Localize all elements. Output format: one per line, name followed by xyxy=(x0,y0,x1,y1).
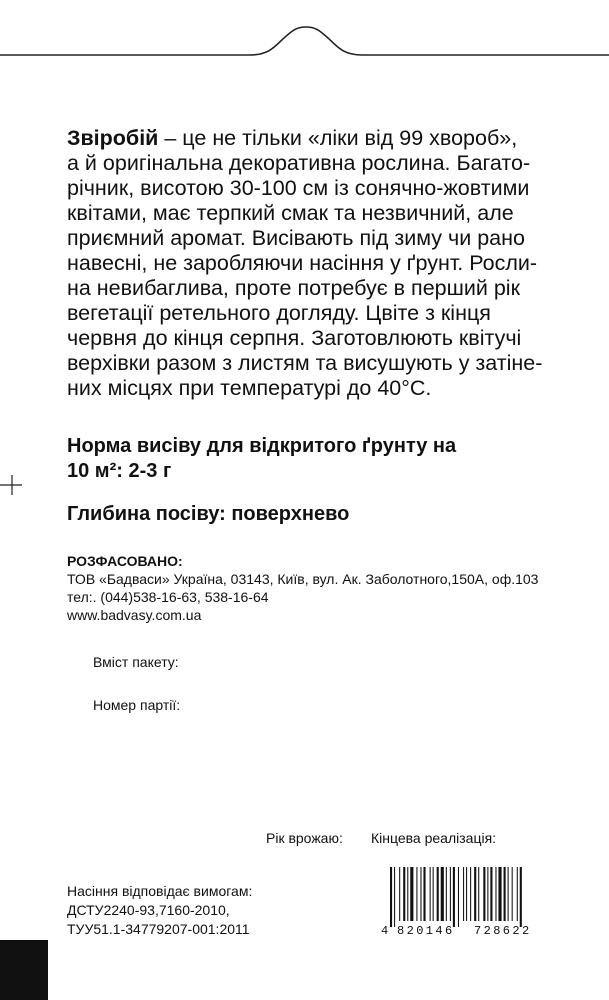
content-field-label: Вміст пакету: xyxy=(93,654,179,670)
barcode-bar xyxy=(458,867,459,927)
sowing-norm-line: 10 м²: 2-3 г xyxy=(67,460,172,482)
barcode-bar xyxy=(441,867,444,921)
barcode-bar xyxy=(478,867,479,921)
packaging-company: ТОВ «Бадваси» Україна, 03143, Київ, вул. Ак. Заболотного,150А, оф.103 xyxy=(67,571,539,587)
barcode-bar xyxy=(517,867,518,921)
description-line: них місцях при температурі до 40°C. xyxy=(67,376,432,400)
barcode-bar xyxy=(504,867,506,921)
barcode-bar xyxy=(470,867,471,921)
barcode-bar xyxy=(399,867,400,921)
packaging-phone: тел:. (044)538-16-63, 538-16-64 xyxy=(67,589,269,605)
barcode-bars xyxy=(390,867,522,927)
plant-name: Звіробій xyxy=(67,126,159,150)
description-line: річник, висотою 30-100 см із сонячно-жовтими xyxy=(67,176,530,200)
barcode-bar xyxy=(420,867,421,921)
barcode-bar xyxy=(390,867,392,927)
description-line: верхівки разом з листям та висушують у затіне- xyxy=(67,351,543,375)
barcode-digit-first: 4 xyxy=(381,924,389,937)
sowing-norm xyxy=(67,434,555,484)
barcode-bar xyxy=(433,867,434,921)
description-line: приємний аромат. Висівають під зиму чи рано xyxy=(67,226,525,250)
barcode-bar xyxy=(520,867,522,927)
hanging-slot xyxy=(0,0,609,80)
barcode-bar xyxy=(512,867,513,921)
barcode-bar xyxy=(403,867,405,921)
harvest-year-label: Рік врожаю: xyxy=(266,830,343,846)
certification-info xyxy=(67,882,252,939)
barcode-bar xyxy=(423,867,425,921)
barcode-bar xyxy=(410,867,413,921)
certification-line: ТУУ51.1-34779207-001:2011 xyxy=(67,921,250,937)
barcode-bar xyxy=(483,867,485,921)
packaging-info xyxy=(67,552,587,624)
barcode-bar xyxy=(394,867,395,927)
description-line: Звіробій – це не тільки «ліки від 99 хвороб», xyxy=(67,126,518,150)
barcode-bar xyxy=(453,867,455,927)
description-line: а й оригінальна декоративна рослина. Багато- xyxy=(67,151,531,175)
corner-print-block xyxy=(0,940,48,1000)
barcode-bar xyxy=(407,867,408,921)
barcode-bar xyxy=(495,867,496,921)
barcode-bar xyxy=(463,867,464,921)
description-line: червня до кінця серпня. Заготовлюють квітучі xyxy=(67,326,522,350)
barcode-bar xyxy=(474,867,476,921)
sale-end-label: Кінцева реалізація: xyxy=(371,830,497,846)
barcode-bar xyxy=(508,867,509,921)
description-line: вегетації ретельного догляду. Цвіте з кінця xyxy=(67,301,491,325)
description-paragraph xyxy=(67,126,555,401)
barcode-bar xyxy=(446,867,447,921)
crop-mark-icon xyxy=(0,473,24,497)
packaging-title: РОЗФАСОВАНО: xyxy=(67,553,183,569)
certification-line: Насіння відповідає вимогам: xyxy=(67,883,253,899)
barcode-bar xyxy=(466,867,467,921)
description-line: на невибаглива, проте потребує в перший рік xyxy=(67,276,520,300)
description-line: квітами, має терпкий смак та незвичний, але xyxy=(67,201,514,225)
sowing-depth: Глибина посіву: поверхнево xyxy=(67,503,350,525)
sowing-norm-line: Норма висіву для відкритого ґрунту на xyxy=(67,435,457,457)
description-line: навесні, не заробляючи насіння у ґрунт. Росли- xyxy=(67,251,538,275)
packaging-website: www.badvasy.com.ua xyxy=(67,607,202,623)
barcode-bar xyxy=(487,867,488,921)
certification-line: ДСТУ2240-93,7160-2010, xyxy=(67,902,230,918)
barcode-bar xyxy=(416,867,417,921)
barcode-bar xyxy=(490,867,492,921)
batch-field-label: Номер партії: xyxy=(93,697,181,713)
barcode-bar xyxy=(430,867,431,921)
barcode-digits-left: 820146 xyxy=(397,924,455,937)
barcode-bar xyxy=(498,867,501,921)
barcode-digits-right: 728622 xyxy=(474,924,532,937)
barcode-bar xyxy=(437,867,439,921)
barcode xyxy=(380,865,555,937)
barcode-bar xyxy=(450,867,451,921)
